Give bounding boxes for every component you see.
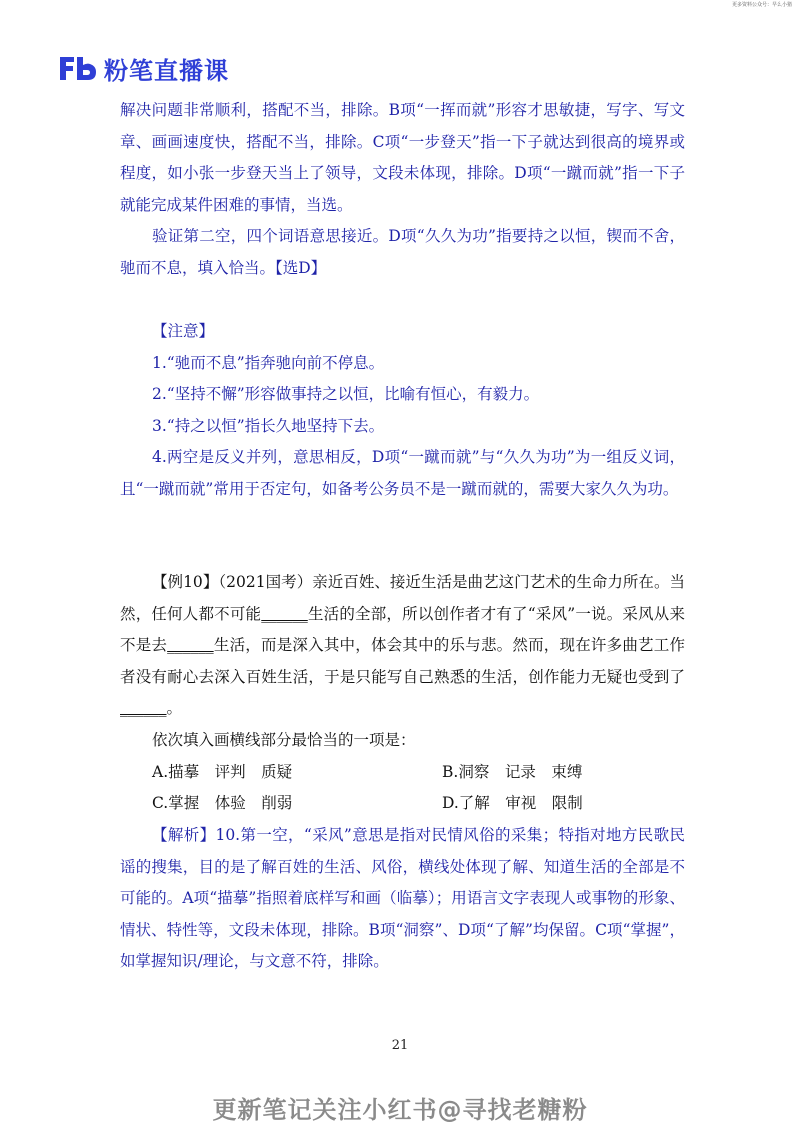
option-c: C.掌握 体验 削弱: [152, 794, 293, 812]
blank-3: ______: [120, 699, 167, 717]
stem-part: 生活，而是深入其中，体会其中的乐与悲。然而，现在许多曲艺工作者没有耐心去深入百姓生活，于是只能写自己熟悉的生活，创作能力无疑也受到了: [120, 636, 685, 686]
note-item: 1.“驰而不息”指奔驰向前不停息。: [152, 354, 385, 372]
note-item: 3.“持之以恒”指长久地坚持下去。: [152, 417, 385, 435]
stem-part: 生活的全部，所以创作者才有了“采风”一说。采风从来不是去: [120, 604, 685, 654]
analysis-continuation: 解决问题非常顺利，搭配不当，排除。B项“一挥而就”形容才思敏捷，写字、写文章、画画速度快，搭配不当，排除。C项“一步登天”指一下子就达到很高的境界或程度，如小张一步登天当上了领导，文段未体现，排除。D项“一蹴而就”指一下子就能完成某件困难的事情，当选。: [120, 101, 685, 214]
page-number: 21: [391, 1038, 409, 1053]
blank-1: ______: [261, 604, 308, 623]
footer-watermark: 更新笔记关注小红书@寻找老糖粉: [212, 1096, 588, 1124]
answer-analysis: 【解析】10.第一空，“采风”意思是指对民情风俗的采集；特指对地方民歌民谣的搜集，目的是了解百姓的生活、风俗，横线处体现了解、知道生活的全部是不可能的。A项“描摹”指照着底样写和画（临摹）；用语言文字表现人或事物的形象、情状、特性等，文段未体现，排除。B项“洞察”、D项“了解”均保留。C项“掌握”，如掌握知识/理论，与文意不符，排除。: [120, 826, 685, 970]
notes-heading: 【注意】: [152, 322, 215, 340]
option-b: B.洞察 记录 束缚: [442, 763, 583, 781]
question-stem: [120, 567, 685, 725]
fb-logo-icon: [58, 53, 98, 83]
stem-part: 。: [166, 699, 183, 717]
blank-2: ______: [167, 636, 214, 654]
option-a: A.描摹 评判 质疑: [152, 763, 293, 781]
note-item: 2.“坚持不懈”形容做事持之以恒，比喻有恒心，有毅力。: [152, 385, 540, 403]
note-item: 4.两空是反义并列，意思相反，D项“一蹴而就”与“久久为功”为一组反义词，且“一蹴而就”常用于否定句，如备考公务员不是一蹴而就的，需要大家久久为功。: [120, 448, 685, 498]
option-d: D.了解 审视 限制: [442, 794, 583, 812]
analysis-second-blank: 验证第二空，四个词语意思接近。D项“久久为功”指要持之以恒，锲而不舍，驰而不息，填入恰当。【选D】: [120, 227, 685, 277]
stem-part: 【例10】（2021国考）亲近百姓、接近生活是曲艺这门艺术的生命力所在。当然，任何人都不可能: [120, 573, 685, 623]
brand-logo: [58, 53, 229, 83]
question-prompt: 依次填入画横线部分最恰当的一项是：: [152, 731, 416, 749]
top-note: 更多资料公众号：早么小猪: [731, 2, 792, 8]
brand-name: 粉笔直播课: [104, 56, 229, 85]
